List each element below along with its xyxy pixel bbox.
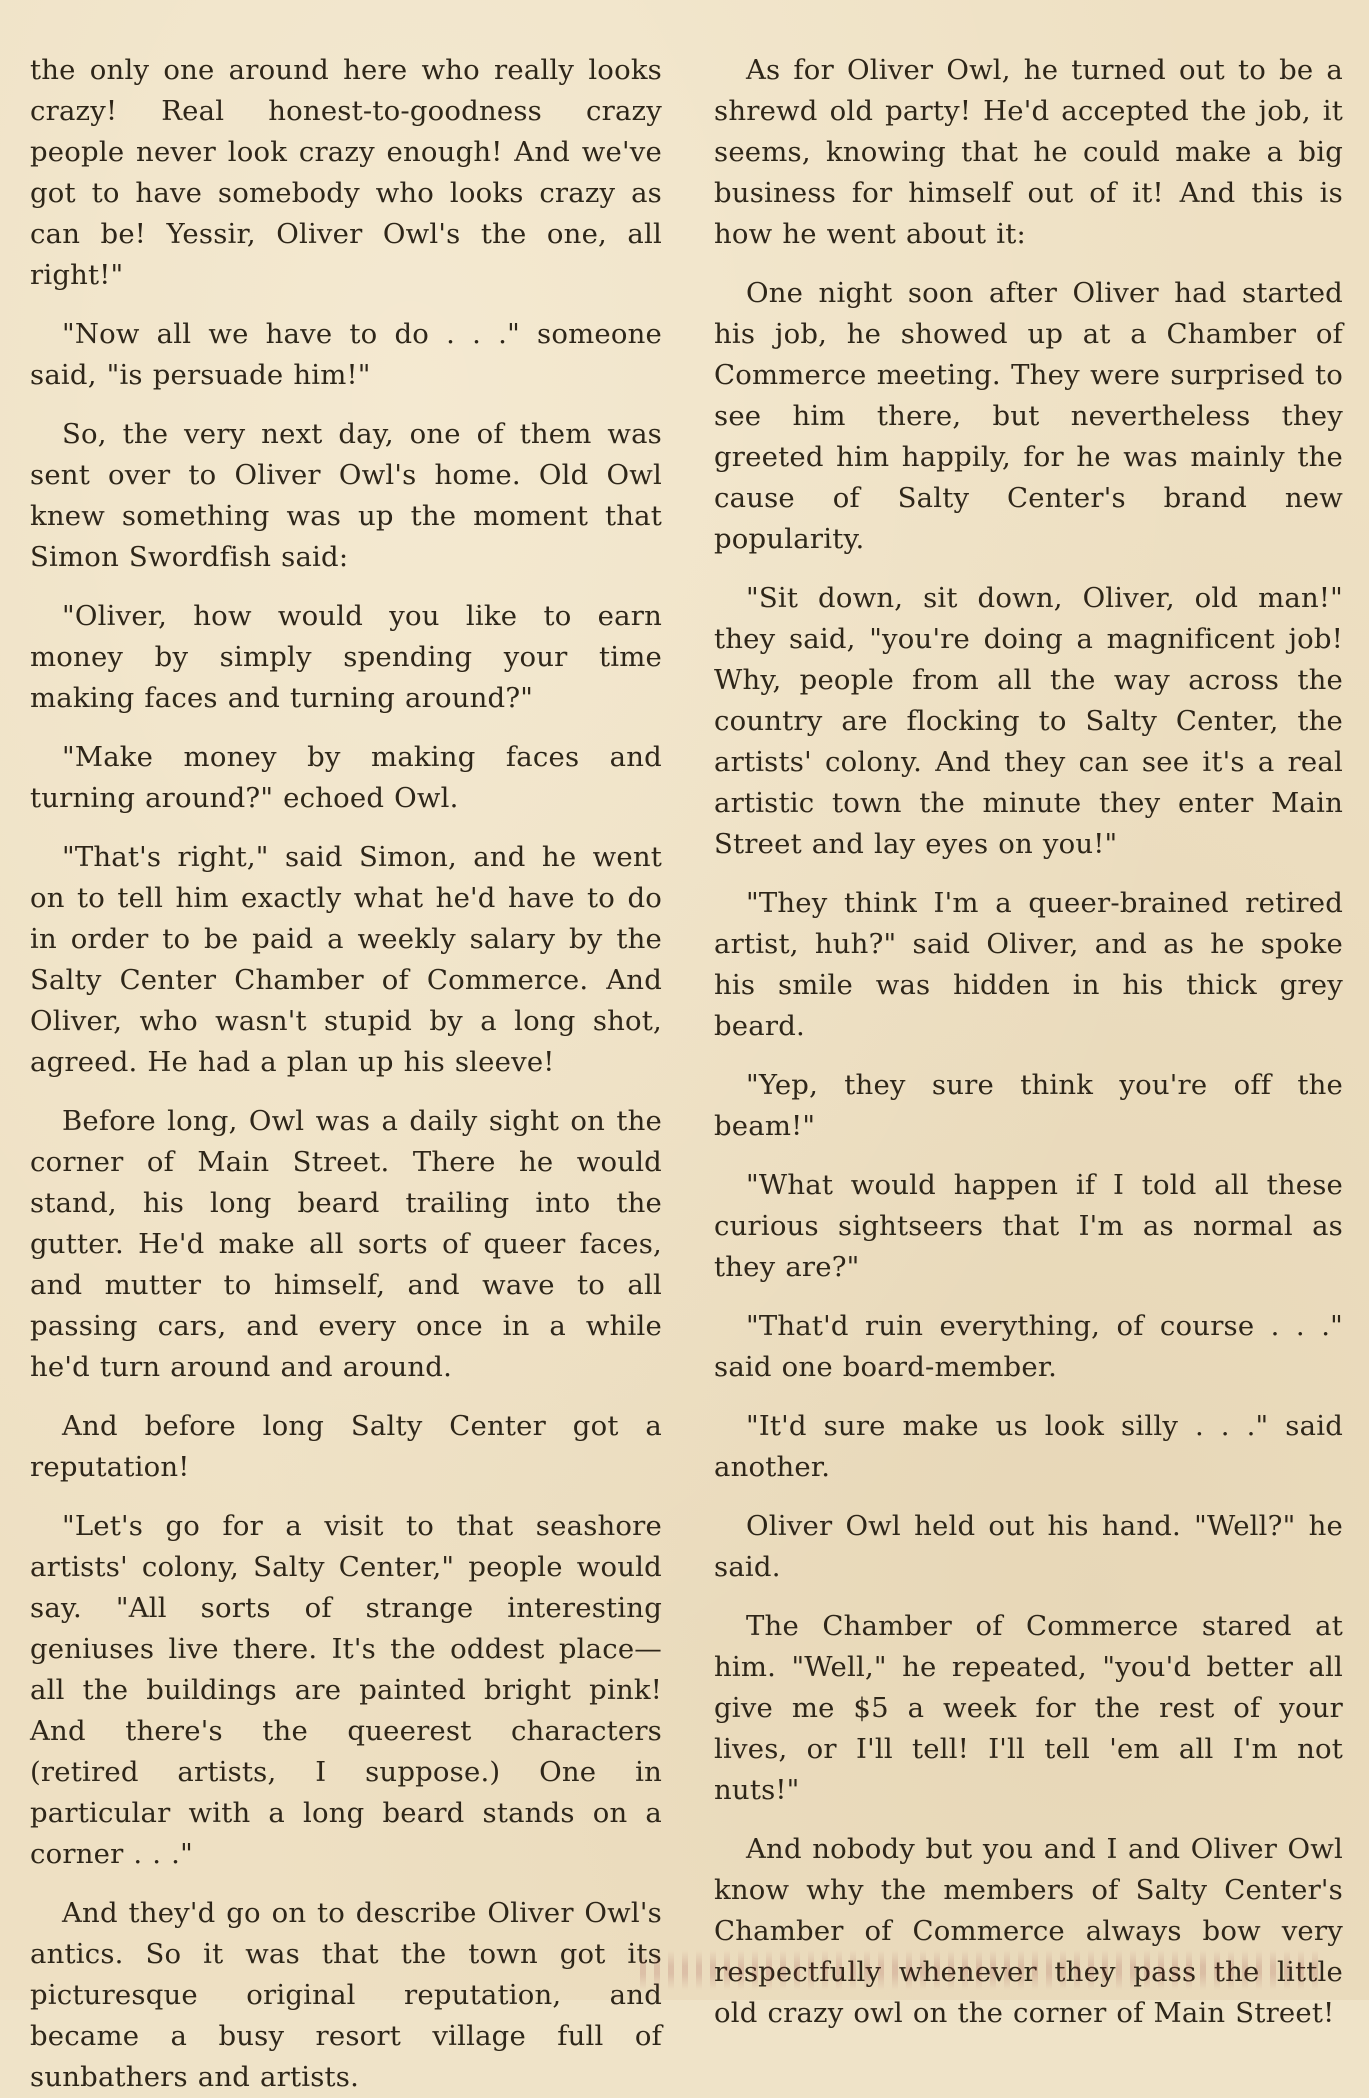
paragraph-left-9: "Let's go for a visit to that seashore artists' colony, Salty Center," people would say. "All sorts of strange interesting geniuses live there. It's the oddest place—all the buildings are painted bright pink! And there's the queerest characters (retired artists, I suppose.) One in particular with a long beard stands on a corner . . ." — [30, 1510, 662, 1870]
paragraph-right-5: "Yep, they sure think you're off the beam!" — [714, 1069, 1343, 1142]
paragraph-left-10: And they'd go on to describe Oliver Owl's antics. So it was that the town got its picturesque original reputation, and became a busy resort village full of sunbathers and artists. — [30, 1897, 662, 2093]
paragraph-right-6: "What would happen if I told all these curious sightseers that I'm as normal as they are?" — [714, 1169, 1343, 1283]
right-text-column — [714, 50, 1343, 2052]
paragraph-left-4: "Oliver, how would you like to earn money by simply spending your time making faces and turning around?" — [30, 600, 662, 714]
paragraph-right-4: "They think I'm a queer-brained retired artist, huh?" said Oliver, and as he spoke his smile was hidden in his thick grey beard. — [714, 887, 1343, 1042]
paragraph-right-2: One night soon after Oliver had started his job, he showed up at a Chamber of Commerce meeting. They were surprised to see him there, but nevertheless they greeted him happily, for he was mainly the cause of Salty Center's brand new popularity. — [714, 277, 1343, 555]
paragraph-right-8: "It'd sure make us look silly . . ." said another. — [714, 1410, 1343, 1483]
left-text-column — [30, 50, 662, 2098]
paragraph-left-5: "Make money by making faces and turning around?" echoed Owl. — [30, 741, 662, 814]
paragraph-left-1: the only one around here who really looks crazy! Real honest-to-goodness crazy people never look crazy enough! And we've got to have somebody who looks crazy as can be! Yessir, Oliver Owl's the one, all right!" — [30, 54, 662, 291]
paragraph-right-10: The Chamber of Commerce stared at him. "Well," he repeated, "you'd better all give me $5 a week for the rest of your lives, or I'll tell! I'll tell 'em all I'm not nuts!" — [714, 1610, 1343, 1806]
paragraph-right-9: Oliver Owl held out his hand. "Well?" he said. — [714, 1510, 1343, 1583]
paragraph-right-11: And nobody but you and I and Oliver Owl know why the members of Salty Center's Chamber of Commerce always bow very respectfully whenever they pass the little old crazy owl on the corner of Main Street! — [714, 1833, 1343, 2029]
paragraph-left-7: Before long, Owl was a daily sight on the corner of Main Street. There he would stand, his long beard trailing into the gutter. He'd make all sorts of queer faces, and mutter to himself, and wave to all passing cars, and every once in a while he'd turn around and around. — [30, 1105, 662, 1383]
paragraph-right-3: "Sit down, sit down, Oliver, old man!" they said, "you're doing a magnificent job! Why, people from all the way across the country are flocking to Salty Center, the artists' colony. And they can see it's a real artistic town the minute they enter Main Street and lay eyes on you!" — [714, 582, 1343, 860]
paragraph-left-8: And before long Salty Center got a reputation! — [30, 1410, 662, 1483]
bleed-through-print-marks — [640, 1950, 1320, 1990]
paragraph-left-6: "That's right," said Simon, and he went on to tell him exactly what he'd have to do in order to be paid a weekly salary by the Salty Center Chamber of Commerce. And Oliver, who wasn't stupid by a long shot, agreed. He had a plan up his sleeve! — [30, 841, 662, 1078]
paragraph-left-3: So, the very next day, one of them was sent over to Oliver Owl's home. Old Owl knew something was up the moment that Simon Swordfish said: — [30, 418, 662, 573]
paragraph-right-7: "That'd ruin everything, of course . . ." said one board-member. — [714, 1310, 1343, 1383]
paragraph-left-2: "Now all we have to do . . ." someone said, "is persuade him!" — [30, 318, 662, 391]
paragraph-right-1: As for Oliver Owl, he turned out to be a shrewd old party! He'd accepted the job, it seems, knowing that he could make a big business for himself out of it! And this is how he went about it: — [714, 54, 1343, 250]
